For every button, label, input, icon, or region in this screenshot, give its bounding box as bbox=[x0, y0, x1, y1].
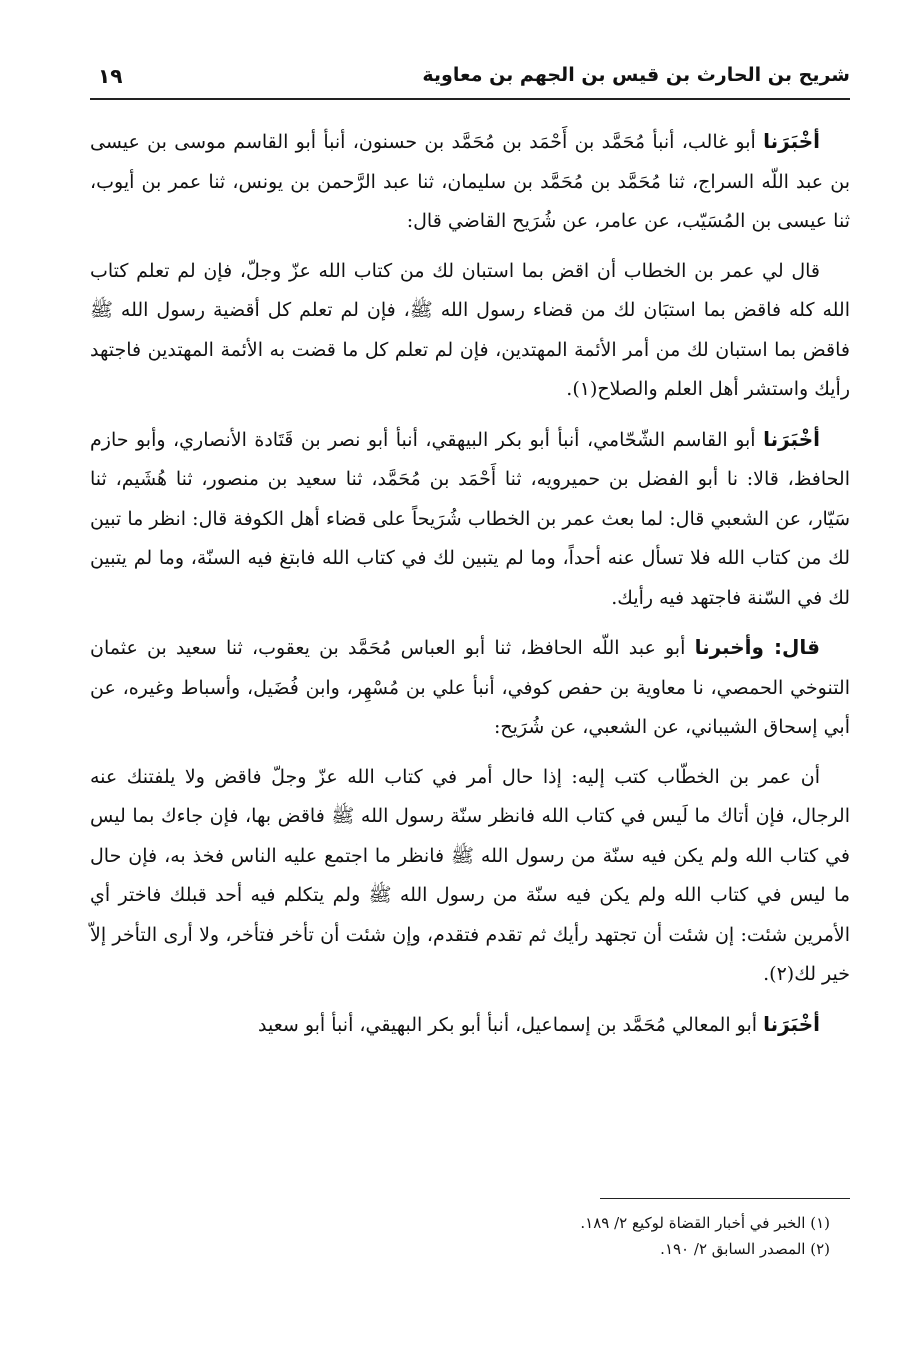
running-header bbox=[90, 58, 850, 100]
paragraph-text: أن عمر بن الخطّاب كتب إليه: إذا حال أمر في كتاب الله عزّ وجلّ فاقض ولا يلفتنك عنه الرجال، فإن أتاك ما لَيس في كتاب الله فانظر سنّة رسول الله ﷺ فاقض بها، فإن جاءك بما ليس في كتاب الله ولم يكن فيه سنّة من رسول الله ﷺ فانظر ما اجتمع عليه الناس فخذ به، فإن حال ما ليس في كتاب الله ولم يكن فيه سنّة من رسول الله ﷺ ولم يتكلم فيه أحد قبلك فاختر أي الأمرين شئت: إن شئت أن تجتهد رأيك ثم تقدم فتقدم، وإن شئت أن تأخر فتأخر، ولا أرى التأخر إلاّ خير لك(٢). bbox=[90, 765, 850, 985]
footnote-2: (٢) المصدر السابق ٢/ ١٩٠. bbox=[660, 1240, 830, 1258]
paragraph-text: أبو عبد اللّه الحافظ، ثنا أبو العباس مُحَمَّد بن يعقوب، ثنا سعيد بن عثمان التنوخي الحمصي، نا معاوية بن حفص كوفي، أنبأ علي بن مُسْهِر، وابن فُضَيل، وأسباط وغيره، عن أبي إسحاق الشيباني، عن الشعبي، عن شُرَيح: bbox=[90, 637, 850, 738]
document-body bbox=[90, 122, 850, 1055]
paragraph-4 bbox=[90, 628, 850, 748]
paragraph-text: أبو القاسم الشّحّامي، أنبأ أبو بكر البيهقي، أنبأ أبو نصر بن قَتَادة الأنصاري، وأبو حازم الحافظ، قالا: نا أبو الفضل بن حميرويه، ثنا أَحْمَد بن مُحَمَّد، ثنا سعيد بن منصور، ثنا هُشَيم، ثنا سَيّار، عن الشعبي قال: لما بعث عمر بن الخطاب شُرَيحاً على قضاء أهل الكوفة قال: انظر ما تبين لك من كتاب الله فلا تسأل عنه أحداً، وما لم يتبين لك في كتاب الله فابتغ فيه السنّة، وما لم يتبين لك في السّنة فاجتهد فيه رأيك. bbox=[90, 428, 850, 609]
paragraph-lead: أخْبَرَنا bbox=[763, 129, 821, 153]
paragraph-3 bbox=[90, 420, 850, 619]
paragraph-lead: أخْبَرَنا bbox=[763, 426, 820, 451]
paragraph-2 bbox=[90, 252, 850, 410]
footnote-divider bbox=[600, 1198, 850, 1199]
page-number: ١٩ bbox=[98, 64, 123, 88]
paragraph-lead: قال: وأخبرنا bbox=[694, 635, 821, 659]
paragraph-1 bbox=[90, 122, 850, 242]
paragraph-text: أبو المعالي مُحَمَّد بن إسماعيل، أنبأ أبو بكر البهيقي، أنبأ أبو سعيد bbox=[258, 1013, 758, 1036]
running-title: شريح بن الحارث بن قيس بن الجهم بن معاوية bbox=[422, 64, 850, 86]
paragraph-text: قال لي عمر بن الخطاب أن اقض بما استبان لك من كتاب الله عزّ وجلّ، فإن لم تعلم كتاب الله كله فاقض بما استبَان لك من قضاء رسول الله ﷺ، فإن لم تعلم كل أقضية رسول الله ﷺ فاقض بما استبان لك من أمر الأئمة المهتدين، فإن لم تعلم كل ما قضت به الأئمة المهتدين فاجتهد رأيك واستشر أهل العلم والصلاح(١). bbox=[90, 259, 850, 400]
paragraph-lead: أخْبَرَنا bbox=[763, 1011, 820, 1036]
paragraph-6 bbox=[90, 1005, 850, 1046]
paragraph-text: أبو غالب، أنبأ مُحَمَّد بن أَحْمَد بن مُحَمَّد بن حسنون، أنبأ أبو القاسم موسى بن عيسى بن عبد اللّه السراج، ثنا مُحَمَّد بن مُحَمَّد بن سليمان، ثنا عبد الرَّحمن بن يونس، ثنا عمر بن أيوب، ثنا عيسى بن المُسَيّب، عن عامر، عن شُرَيح القاضي قال: bbox=[90, 131, 850, 232]
paragraph-5 bbox=[90, 758, 850, 995]
footnote-1: (١) الخبر في أخبار القضاة لوكيع ٢/ ١٨٩. bbox=[580, 1214, 830, 1232]
document-page bbox=[90, 50, 850, 1320]
